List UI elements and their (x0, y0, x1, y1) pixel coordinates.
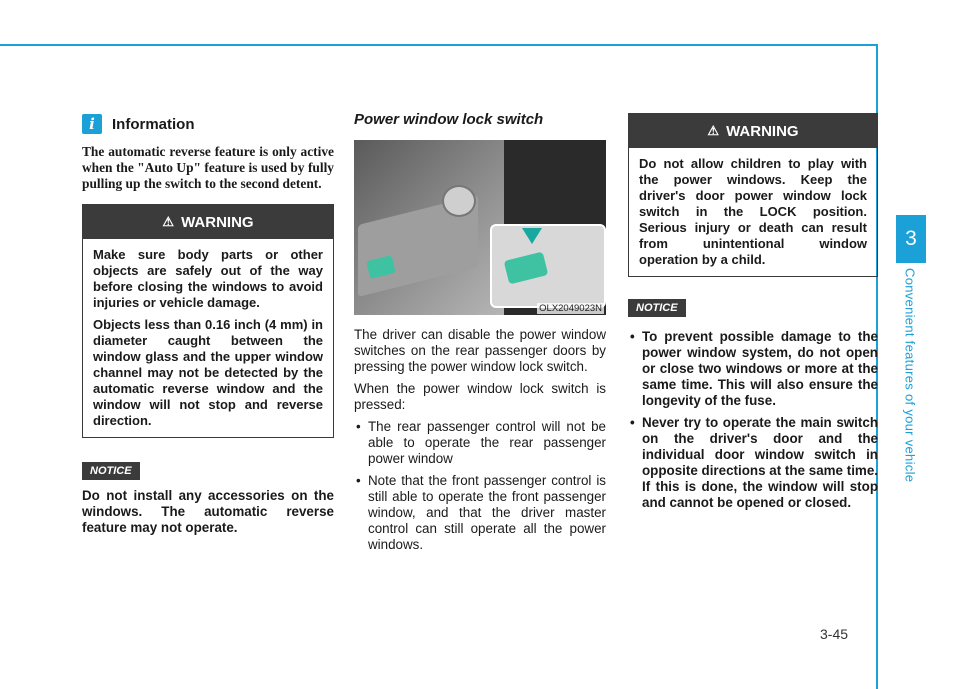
list-item: • To prevent possible damage to the power window system, do not open or close two windows or more at the same time. This will also ensure the longevity of the fuse. (628, 329, 878, 409)
warning-title: WARNING (181, 213, 254, 231)
notice-badge: NOTICE (82, 462, 140, 480)
figure-code: OLX2049023N (539, 303, 602, 314)
mirror-knob-shape (442, 185, 476, 217)
info-icon: i (82, 114, 102, 134)
chapter-title: Convenient features of your vehicle (902, 268, 918, 483)
notice-badge: NOTICE (628, 299, 686, 317)
page-number: 3-45 (820, 626, 849, 642)
warning-paragraph: Objects less than 0.16 inch (4 mm) in diameter caught between the window glass and the upper window channel may not be detected by the automatic reverse window and the window will not stop and reverse direction. (93, 317, 323, 428)
column-left (82, 108, 334, 536)
list-item: • The rear passenger control will not be able to operate the rear passenger power window (354, 419, 606, 467)
warning-box (628, 113, 878, 277)
list-item: • Never try to operate the main switch on the driver's door and the individual door window switch in opposite directions at the same time. If this is done, the window will stop and cannot be opened or closed. (628, 415, 878, 511)
power-window-switch-figure (354, 140, 606, 315)
body-paragraph: The driver can disable the power window switches on the rear passenger doors by pressing the power window lock switch. (354, 327, 606, 374)
section-body (354, 327, 606, 553)
bullet-list (354, 419, 606, 553)
warning-title: WARNING (726, 122, 799, 140)
press-arrow-icon (522, 228, 542, 244)
column-middle (354, 108, 606, 559)
information-title: Information (112, 115, 195, 133)
header-rule (0, 44, 876, 46)
warning-triangle-icon: ⚠ (707, 123, 720, 138)
warning-body (629, 148, 877, 276)
list-item: • Note that the front passenger control is still able to operate the front passenger window, and that the driver master control can still operate all the power windows. (354, 473, 606, 553)
chapter-tab: 3 (896, 215, 926, 263)
notice-text: Do not install any accessories on the windows. The automatic reverse feature may not operate. (82, 488, 334, 535)
warning-box (82, 204, 334, 438)
information-body: The automatic reverse feature is only active when the "Auto Up" feature is used by fully pulling up the switch to the second detent. (82, 144, 334, 191)
column-right (628, 108, 878, 517)
warning-header (83, 205, 333, 239)
warning-body (83, 239, 333, 437)
section-title: Power window lock switch (354, 111, 544, 128)
warning-paragraph: Do not allow children to play with the power windows. Keep the driver's door power window lock switch in the LOCK position. Serious injury or death can result from unintentional window operation by a child. (639, 156, 867, 267)
body-paragraph: When the power window lock switch is pressed: (354, 381, 606, 412)
warning-triangle-icon: ⚠ (162, 214, 175, 229)
warning-paragraph: Make sure body parts or other objects are safely out of the way before closing the windows to avoid injuries or vehicle damage. (93, 247, 323, 310)
warning-header (629, 114, 877, 148)
information-heading (82, 114, 334, 134)
notice-bullet-list (628, 329, 878, 511)
